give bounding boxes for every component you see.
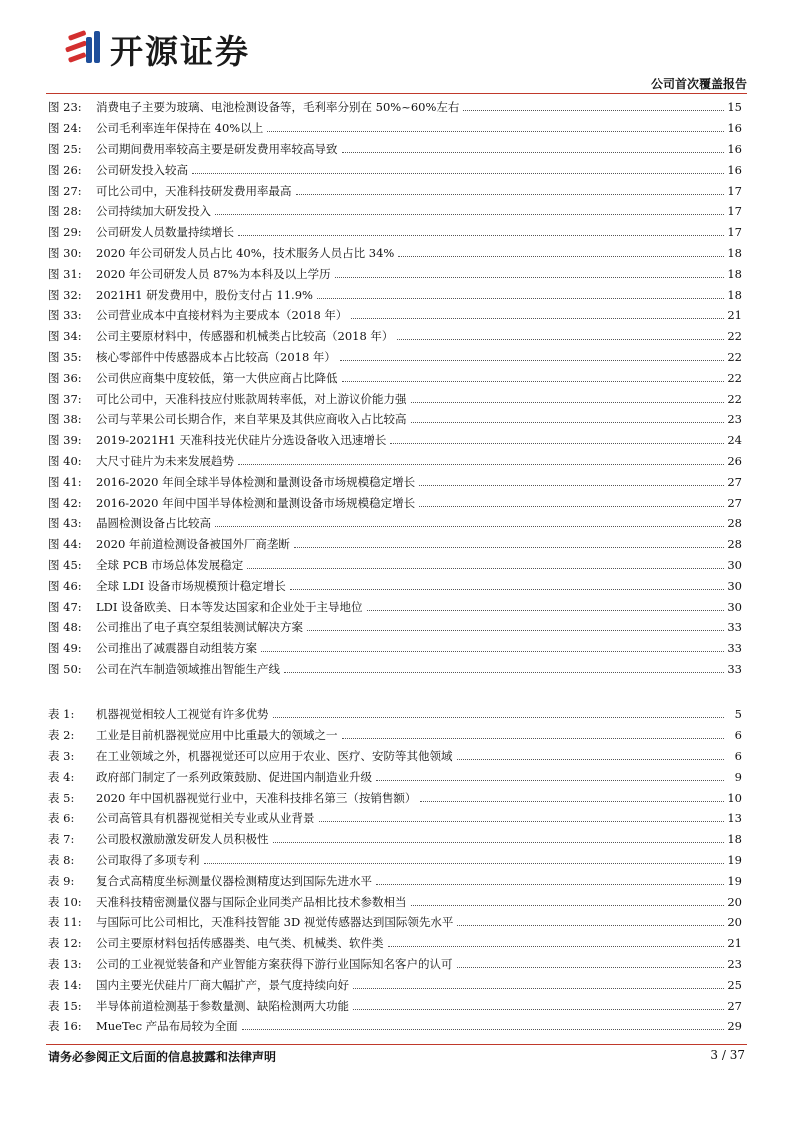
toc-entry-page: 33 <box>727 641 742 656</box>
toc-leader-dots <box>247 567 724 569</box>
toc-entry[interactable] <box>48 326 742 347</box>
toc-entry-label: 图 32: <box>48 287 82 302</box>
toc-entry-label: 表 2: <box>48 728 75 743</box>
toc-leader-dots <box>317 297 724 299</box>
toc-leader-dots <box>215 213 724 215</box>
toc-entry[interactable] <box>48 118 742 139</box>
toc-entry[interactable] <box>48 222 742 243</box>
brand-name: 开源证券 <box>110 31 250 71</box>
toc-entry-label: 图 38: <box>48 412 82 427</box>
toc-entry-label: 图 40: <box>48 453 82 468</box>
toc-entry-page: 30 <box>727 557 742 572</box>
toc-entry-page: 28 <box>727 516 742 531</box>
toc-entry[interactable] <box>48 471 742 492</box>
header-divider <box>46 93 747 94</box>
toc-entry-title: 半导体前道检测基于参数量测、缺陷检测两大功能 <box>96 998 349 1013</box>
toc-leader-dots <box>419 505 724 507</box>
toc-entry-title: 公司股权激励激发研发人员积极性 <box>96 832 269 847</box>
toc-entry-page: 30 <box>727 599 742 614</box>
toc-entry[interactable] <box>48 159 742 180</box>
toc-entry-title: 国内主要光伏硅片厂商大幅扩产，景气度持续向好 <box>96 977 349 992</box>
toc-entry-page: 18 <box>727 832 742 847</box>
toc-entry[interactable] <box>48 492 742 513</box>
toc-leader-dots <box>353 987 724 989</box>
toc-entry-page: 24 <box>727 433 742 448</box>
toc-entry-page: 22 <box>727 370 742 385</box>
toc-entry-page: 13 <box>727 811 742 826</box>
toc-entry-title: 政府部门制定了一系列政策鼓励、促进国内制造业升级 <box>96 769 372 784</box>
toc-entry-title: 可比公司中，天准科技应付账款周转率低，对上游议价能力强 <box>96 391 407 406</box>
toc-entry-title: 全球 LDI 设备市场规模预计稳定增长 <box>96 578 286 593</box>
toc-entry-title: MueTec 产品布局较为全面 <box>96 1019 238 1034</box>
toc-entry-page: 23 <box>727 412 742 427</box>
toc-leader-dots <box>388 945 725 947</box>
toc-leader-dots <box>342 151 725 153</box>
toc-entry-title: 天准科技精密测量仪器与国际企业同类产品相比技术参数相当 <box>96 894 407 909</box>
toc-entry-label: 图 36: <box>48 370 82 385</box>
toc-leader-dots <box>411 421 725 423</box>
toc-entry-page: 27 <box>727 474 742 489</box>
toc-entry-page: 17 <box>727 183 742 198</box>
toc-leader-dots <box>261 650 724 652</box>
toc-leader-dots <box>367 609 724 611</box>
toc-entry-page: 20 <box>727 915 742 930</box>
toc-entry-page: 33 <box>727 661 742 676</box>
toc-entry[interactable] <box>48 367 742 388</box>
toc-entry-page: 6 <box>734 728 742 743</box>
toc-entry[interactable] <box>48 409 742 430</box>
toc-entry-title: 2020 年前道检测设备被国外厂商垄断 <box>96 537 290 552</box>
toc-leader-dots <box>290 588 724 590</box>
toc-entry-page: 16 <box>727 162 742 177</box>
toc-leader-dots <box>342 380 725 382</box>
toc-entry-title: 与国际可比公司相比，天准科技智能 3D 视觉传感器达到国际领先水平 <box>96 915 454 930</box>
toc-entry-title: 公司持续加大研发投入 <box>96 204 211 219</box>
toc-leader-dots <box>284 671 724 673</box>
toc-entry-title: 2016-2020 年间全球半导体检测和量测设备市场规模稳定增长 <box>96 474 416 489</box>
toc-entry-title: 公司取得了多项专利 <box>96 852 200 867</box>
toc-entry-label: 图 35: <box>48 349 82 364</box>
toc-entry-label: 图 33: <box>48 308 82 323</box>
toc-leader-dots <box>342 737 725 739</box>
toc-entry-title: 公司供应商集中度较低，第一大供应商占比降低 <box>96 370 338 385</box>
toc-entry-title: 公司毛利率连年保持在 40%以上 <box>96 121 264 136</box>
toc-leader-dots <box>192 172 724 174</box>
toc-entry-title: 公司推出了电子真空泵组装测试解决方案 <box>96 620 303 635</box>
toc-leader-dots <box>307 629 724 631</box>
toc-leader-dots <box>463 109 724 111</box>
toc-entry-page: 22 <box>727 391 742 406</box>
toc-leader-dots <box>294 546 724 548</box>
toc-entry-page: 26 <box>727 453 742 468</box>
toc-entry-label: 图 34: <box>48 329 82 344</box>
toc-entry-label: 图 29: <box>48 225 82 240</box>
toc-entry-label: 图 28: <box>48 204 82 219</box>
toc-entry-page: 23 <box>727 956 742 971</box>
toc-leader-dots <box>376 779 724 781</box>
toc-entry-label: 表 1: <box>48 707 75 722</box>
toc-entry-page: 21 <box>727 936 742 951</box>
toc-entry-page: 25 <box>727 977 742 992</box>
figure-list <box>48 97 742 679</box>
toc-entry-label: 图 44: <box>48 537 82 552</box>
toc-entry[interactable] <box>48 430 742 451</box>
toc-entry-title: 公司与苹果公司长期合作，来自苹果及其供应商收入占比较高 <box>96 412 407 427</box>
toc-entry-label: 表 10: <box>48 894 82 909</box>
toc-entry-label: 表 4: <box>48 769 75 784</box>
toc-entry-title: LDI 设备欧美、日本等发达国家和企业处于主导地位 <box>96 599 363 614</box>
toc-entry[interactable] <box>48 746 742 767</box>
toc-leader-dots <box>411 401 725 403</box>
toc-entry-label: 图 24: <box>48 121 82 136</box>
page-number: 3 / 37 <box>710 1048 745 1062</box>
toc-entry-label: 表 13: <box>48 956 82 971</box>
toc-entry[interactable] <box>48 954 742 975</box>
toc-entry[interactable] <box>48 995 742 1016</box>
toc-entry[interactable] <box>48 974 742 995</box>
toc-entry[interactable] <box>48 596 742 617</box>
toc-entry-label: 表 5: <box>48 790 75 805</box>
toc-entry[interactable] <box>48 787 742 808</box>
footer-disclaimer: 请务必参阅正文后面的信息披露和法律声明 <box>48 1050 277 1064</box>
toc-leader-dots <box>273 841 725 843</box>
toc-entry-title: 在工业领域之外，机器视觉还可以应用于农业、医疗、安防等其他领域 <box>96 748 453 763</box>
toc-entry-page: 18 <box>727 266 742 281</box>
toc-entry-title: 公司期间费用率较高主要是研发费用率较高导致 <box>96 141 338 156</box>
toc-leader-dots <box>411 904 725 906</box>
toc-entry[interactable] <box>48 534 742 555</box>
toc-entry-page: 22 <box>727 349 742 364</box>
toc-entry-title: 全球 PCB 市场总体发展稳定 <box>96 557 244 572</box>
toc-leader-dots <box>238 463 724 465</box>
toc-entry[interactable] <box>48 659 742 680</box>
toc-entry[interactable] <box>48 513 742 534</box>
toc-entry-label: 图 30: <box>48 245 82 260</box>
toc-entry-label: 图 42: <box>48 495 82 510</box>
toc-leader-dots <box>457 924 724 926</box>
toc-entry-page: 16 <box>727 141 742 156</box>
brand-logo <box>62 25 250 73</box>
toc-entry-label: 图 39: <box>48 433 82 448</box>
toc-entry[interactable] <box>48 575 742 596</box>
toc-entry-page: 30 <box>727 578 742 593</box>
toc-leader-dots <box>215 525 724 527</box>
toc-entry-page: 29 <box>727 1019 742 1034</box>
report-type: 公司首次覆盖报告 <box>650 77 747 91</box>
toc-entry-label: 图 50: <box>48 661 82 676</box>
toc-entry-label: 图 45: <box>48 557 82 572</box>
toc-leader-dots <box>351 317 724 319</box>
toc-entry-label: 图 48: <box>48 620 82 635</box>
toc-entry-label: 图 47: <box>48 599 82 614</box>
toc-entry-title: 机器视觉相较人工视觉有许多优势 <box>96 707 269 722</box>
toc-leader-dots <box>273 716 725 718</box>
toc-entry-page: 5 <box>734 707 742 722</box>
brand-logo-icon <box>62 27 104 71</box>
toc-entry-page: 27 <box>727 998 742 1013</box>
footer-divider <box>46 1044 747 1045</box>
toc-entry[interactable] <box>48 347 742 368</box>
toc-entry[interactable] <box>48 891 742 912</box>
toc-leader-dots <box>457 966 725 968</box>
toc-entry[interactable] <box>48 97 742 118</box>
toc-entry-page: 15 <box>727 100 742 115</box>
toc-entry-title: 公司主要原材料包括传感器类、电气类、机械类、软件类 <box>96 936 384 951</box>
toc-entry-title: 公司营业成本中直接材料为主要成本（2018 年） <box>96 308 348 323</box>
toc-entry[interactable] <box>48 617 742 638</box>
toc-leader-dots <box>398 255 724 257</box>
toc-leader-dots <box>420 800 724 802</box>
toc-entry-page: 17 <box>727 204 742 219</box>
toc-entry-page: 27 <box>727 495 742 510</box>
toc-entry[interactable] <box>48 638 742 659</box>
toc-entry-label: 图 43: <box>48 516 82 531</box>
toc-leader-dots <box>296 193 725 195</box>
toc-entry[interactable] <box>48 180 742 201</box>
toc-entry[interactable] <box>48 201 742 222</box>
toc-entry-label: 图 27: <box>48 183 82 198</box>
toc-entry-page: 33 <box>727 620 742 635</box>
toc-entry-label: 图 31: <box>48 266 82 281</box>
toc-entry-title: 2020 年公司研发人员 87%为本科及以上学历 <box>96 266 331 281</box>
toc-entry-page: 20 <box>727 894 742 909</box>
toc-entry-title: 可比公司中，天准科技研发费用率最高 <box>96 183 292 198</box>
toc-entry-label: 表 7: <box>48 832 75 847</box>
toc-entry-page: 6 <box>734 748 742 763</box>
toc-entry-page: 21 <box>727 308 742 323</box>
toc-entry[interactable] <box>48 766 742 787</box>
toc-entry-title: 消费电子主要为玻璃、电池检测设备等，毛利率分别在 50%~60%左右 <box>96 100 460 115</box>
toc-entry-label: 表 6: <box>48 811 75 826</box>
toc-entry-page: 22 <box>727 329 742 344</box>
toc-leader-dots <box>390 442 724 444</box>
toc-leader-dots <box>376 883 724 885</box>
toc-entry-label: 图 41: <box>48 474 82 489</box>
toc-leader-dots <box>242 1028 724 1030</box>
toc-leader-dots <box>267 130 724 132</box>
toc-entry-title: 2016-2020 年间中国半导体检测和量测设备市场规模稳定增长 <box>96 495 416 510</box>
toc-entry[interactable] <box>48 850 742 871</box>
toc-entry-page: 16 <box>727 121 742 136</box>
toc-entry-title: 2020 年公司研发人员占比 40%，技术服务人员占比 34% <box>96 245 395 260</box>
toc-entry[interactable] <box>48 1016 742 1037</box>
toc-entry-title: 公司研发投入较高 <box>96 162 188 177</box>
toc-entry[interactable] <box>48 263 742 284</box>
toc-entry[interactable] <box>48 243 742 264</box>
toc-entry[interactable] <box>48 139 742 160</box>
toc-leader-dots <box>319 820 725 822</box>
toc-entry-page: 18 <box>727 245 742 260</box>
toc-entry-title: 2019-2021H1 天准科技光伏硅片分选设备收入迅速增长 <box>96 433 387 448</box>
toc-entry-label: 表 12: <box>48 936 82 951</box>
toc-entry-title: 公司的工业视觉装备和产业智能方案获得下游行业国际知名客户的认可 <box>96 956 453 971</box>
toc-entry[interactable] <box>48 725 742 746</box>
toc-entry-title: 2020 年中国机器视觉行业中，天准科技排名第三（按销售额） <box>96 790 417 805</box>
toc-entry-label: 图 25: <box>48 141 82 156</box>
toc-entry-label: 表 9: <box>48 873 75 888</box>
toc-entry-label: 图 37: <box>48 391 82 406</box>
toc-leader-dots <box>397 338 724 340</box>
table-list <box>48 704 742 1037</box>
toc-entry-label: 图 23: <box>48 100 82 115</box>
toc-entry-label: 表 11: <box>48 915 82 930</box>
toc-entry-title: 复合式高精度坐标测量仪器检测精度达到国际先进水平 <box>96 873 372 888</box>
toc-leader-dots <box>419 484 724 486</box>
toc-entry[interactable] <box>48 284 742 305</box>
toc-entry-title: 公司主要原材料中，传感器和机械类占比较高（2018 年） <box>96 329 394 344</box>
toc-leader-dots <box>353 1008 724 1010</box>
toc-entry[interactable] <box>48 933 742 954</box>
toc-leader-dots <box>238 234 724 236</box>
toc-entry-page: 17 <box>727 225 742 240</box>
toc-entry-page: 28 <box>727 537 742 552</box>
toc-entry-title: 2021H1 研发费用中，股份支付占 11.9% <box>96 287 313 302</box>
toc-entry[interactable] <box>48 912 742 933</box>
toc-leader-dots <box>335 276 724 278</box>
toc-entry[interactable] <box>48 305 742 326</box>
toc-leader-dots <box>204 862 725 864</box>
toc-entry-title: 核心零部件中传感器成本占比较高（2018 年） <box>96 349 336 364</box>
toc-entry-label: 表 15: <box>48 998 82 1013</box>
toc-entry-label: 表 14: <box>48 977 82 992</box>
toc-entry[interactable] <box>48 870 742 891</box>
toc-entry-title: 晶圆检测设备占比较高 <box>96 516 211 531</box>
toc-entry-title: 工业是目前机器视觉应用中比重最大的领域之一 <box>96 728 338 743</box>
toc-entry-title: 公司研发人员数量持续增长 <box>96 225 234 240</box>
toc-entry[interactable] <box>48 388 742 409</box>
toc-entry-title: 公司高管具有机器视觉相关专业或从业背景 <box>96 811 315 826</box>
toc-entry[interactable] <box>48 829 742 850</box>
toc-leader-dots <box>340 359 724 361</box>
toc-entry-title: 大尺寸硅片为未来发展趋势 <box>96 453 234 468</box>
toc-entry-label: 表 3: <box>48 748 75 763</box>
toc-entry-label: 表 8: <box>48 852 75 867</box>
toc-entry-page: 10 <box>727 790 742 805</box>
toc-entry-label: 图 49: <box>48 641 82 656</box>
toc-entry[interactable] <box>48 555 742 576</box>
toc-entry-page: 9 <box>734 769 742 784</box>
toc-entry-page: 18 <box>727 287 742 302</box>
toc-entry-page: 19 <box>727 873 742 888</box>
toc-entry[interactable] <box>48 704 742 725</box>
toc-entry-label: 图 26: <box>48 162 82 177</box>
toc-entry[interactable] <box>48 808 742 829</box>
toc-entry-title: 公司在汽车制造领域推出智能生产线 <box>96 661 280 676</box>
toc-entry-page: 19 <box>727 852 742 867</box>
toc-entry-label: 图 46: <box>48 578 82 593</box>
toc-entry-label: 表 16: <box>48 1019 82 1034</box>
toc-entry[interactable] <box>48 451 742 472</box>
toc-leader-dots <box>457 758 725 760</box>
toc-entry-title: 公司推出了减震器自动组装方案 <box>96 641 257 656</box>
